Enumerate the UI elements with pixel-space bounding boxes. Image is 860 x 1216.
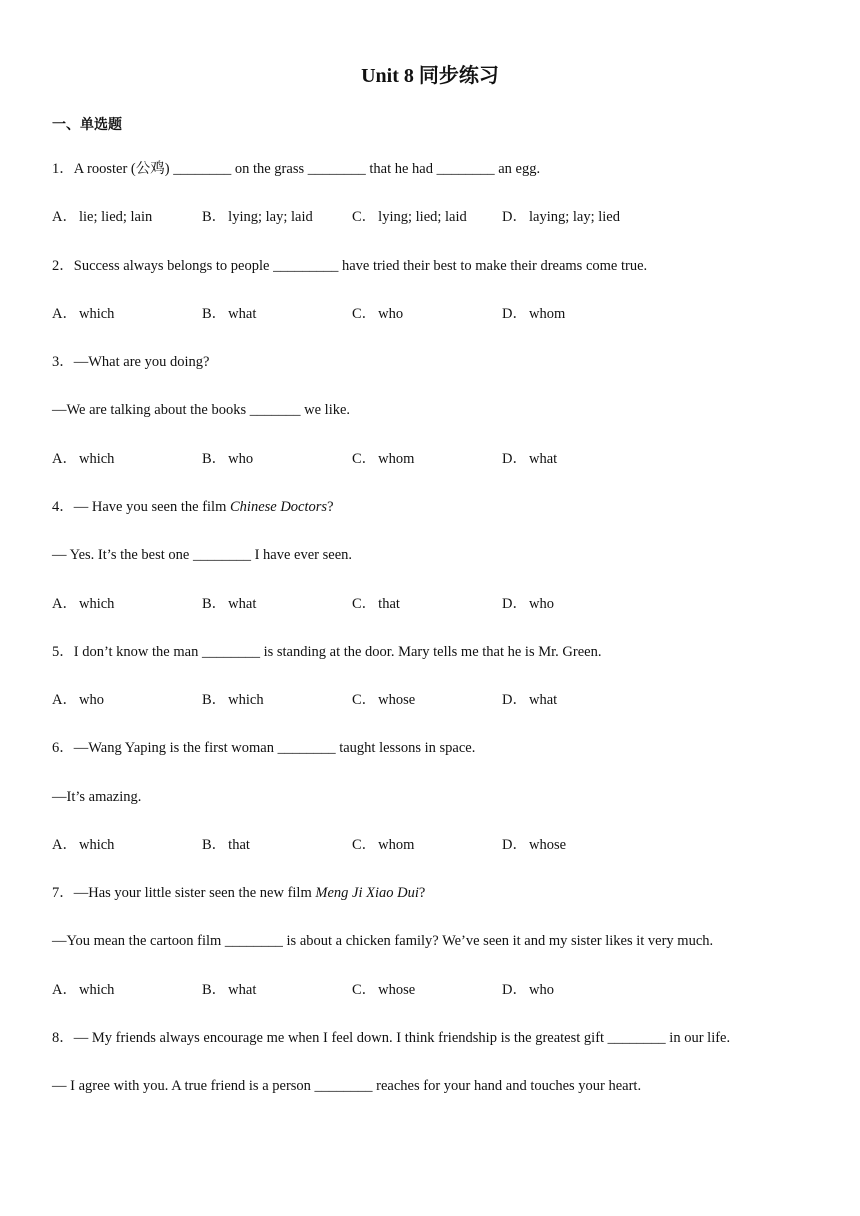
option-a[interactable]: A． which: [52, 306, 115, 322]
section-heading: 一、单选题: [52, 117, 122, 133]
question-8-reply: — I agree with you. A true friend is a person ________ reaches for your hand and touches your heart.: [52, 1078, 642, 1094]
option-c[interactable]: C． who: [352, 306, 404, 322]
page-title: Unit 8 同步练习: [361, 65, 499, 87]
option-d[interactable]: D． laying; lay; lied: [502, 209, 620, 225]
option-c[interactable]: C． whom: [352, 837, 415, 853]
option-b[interactable]: B． which: [202, 692, 264, 708]
question-7-stem: 7．—Has your little sister seen the new film Meng Ji Xiao Dui?: [52, 885, 426, 901]
question-3-reply: —We are talking about the books _______ we like.: [52, 402, 351, 418]
film-title: Meng Ji Xiao Dui: [315, 885, 419, 901]
question-4-reply: — Yes. It’s the best one ________ I have ever seen.: [52, 547, 353, 563]
option-b[interactable]: B． what: [202, 596, 257, 612]
question-2-stem: 2．Success always belongs to people _________ have tried their best to make their dreams come true.: [52, 258, 648, 274]
option-a[interactable]: A． which: [52, 837, 115, 853]
option-a[interactable]: A． lie; lied; lain: [52, 209, 153, 225]
option-d[interactable]: D． what: [502, 451, 558, 467]
option-d[interactable]: D． who: [502, 982, 554, 998]
option-a[interactable]: A． which: [52, 596, 115, 612]
option-d[interactable]: D． whom: [502, 306, 566, 322]
option-c[interactable]: C． lying; lied; laid: [352, 209, 467, 225]
question-8-stem: 8．— My friends always encourage me when I feel down. I think friendship is the greatest gift ________ in our life.: [52, 1030, 731, 1046]
option-b[interactable]: B． lying; lay; laid: [202, 209, 313, 225]
option-d[interactable]: D． what: [502, 692, 558, 708]
question-3-stem: 3．—What are you doing?: [52, 354, 210, 370]
question-4-stem: 4．— Have you seen the film Chinese Doctors?: [52, 499, 334, 515]
option-c[interactable]: C． that: [352, 596, 400, 612]
film-title: Chinese Doctors: [230, 499, 328, 515]
option-c[interactable]: C． whom: [352, 451, 415, 467]
option-c[interactable]: C． whose: [352, 982, 416, 998]
option-a[interactable]: A． who: [52, 692, 104, 708]
question-1-stem: 1．A rooster (公鸡) ________ on the grass ________ that he had ________ an egg.: [52, 161, 541, 177]
question-5-stem: 5．I don’t know the man ________ is standing at the door. Mary tells me that he is Mr. Green.: [52, 644, 602, 660]
option-b[interactable]: B． what: [202, 306, 257, 322]
option-d[interactable]: D． whose: [502, 837, 567, 853]
option-b[interactable]: B． that: [202, 837, 250, 853]
option-a[interactable]: A． which: [52, 982, 115, 998]
question-6-stem: 6．—Wang Yaping is the first woman ________ taught lessons in space.: [52, 740, 476, 756]
option-b[interactable]: B． what: [202, 982, 257, 998]
question-7-reply: —You mean the cartoon film ________ is about a chicken family? We’ve seen it and my sister likes it very much.: [52, 933, 714, 949]
option-b[interactable]: B． who: [202, 451, 254, 467]
option-a[interactable]: A． which: [52, 451, 115, 467]
option-d[interactable]: D． who: [502, 596, 554, 612]
option-c[interactable]: C． whose: [352, 692, 416, 708]
question-6-reply: —It’s amazing.: [52, 789, 142, 805]
